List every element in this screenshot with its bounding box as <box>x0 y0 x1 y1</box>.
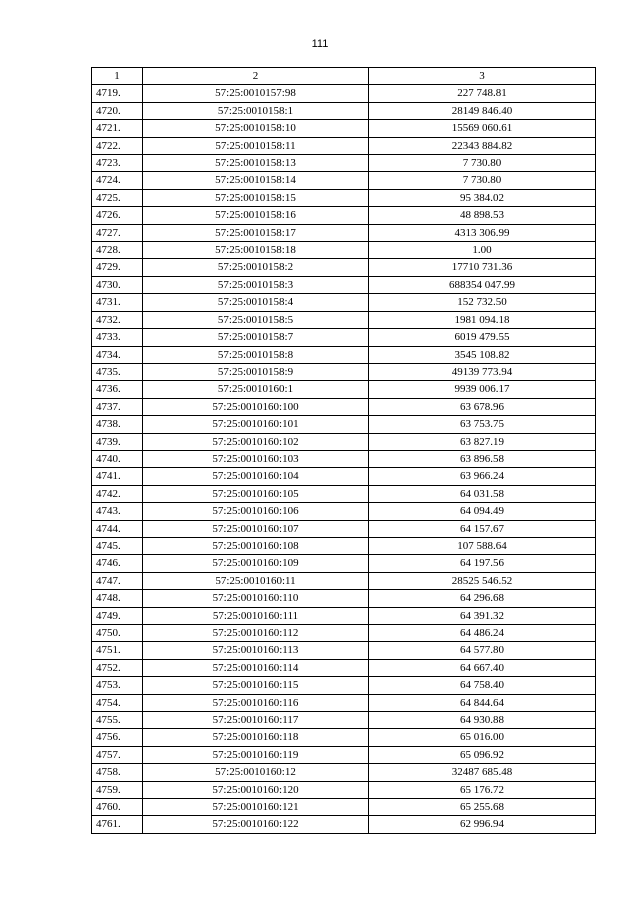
row-number-cell: 4757. <box>92 746 143 763</box>
table-row <box>92 242 596 259</box>
table-row <box>92 137 596 154</box>
value-cell: 65 096.92 <box>369 746 596 763</box>
cadastral-number-cell: 57:25:0010158:4 <box>143 294 369 311</box>
cadastral-number-cell: 57:25:0010160:110 <box>143 590 369 607</box>
table-row <box>92 294 596 311</box>
row-number-cell: 4725. <box>92 189 143 206</box>
value-cell: 62 996.94 <box>369 816 596 833</box>
cadastral-number-cell: 57:25:0010160:117 <box>143 712 369 729</box>
value-cell: 64 094.49 <box>369 503 596 520</box>
table-row <box>92 189 596 206</box>
row-number-cell: 4727. <box>92 224 143 241</box>
cadastral-number-cell: 57:25:0010160:104 <box>143 468 369 485</box>
row-number-cell: 4741. <box>92 468 143 485</box>
value-cell: 64 296.68 <box>369 590 596 607</box>
table-row <box>92 102 596 119</box>
table-header-row <box>92 68 596 85</box>
table-row <box>92 503 596 520</box>
value-cell: 32487 685.48 <box>369 764 596 781</box>
cadastral-number-cell: 57:25:0010160:121 <box>143 799 369 816</box>
cadastral-number-cell: 57:25:0010158:7 <box>143 329 369 346</box>
table-row <box>92 694 596 711</box>
row-number-cell: 4747. <box>92 572 143 589</box>
row-number-cell: 4744. <box>92 520 143 537</box>
row-number-cell: 4756. <box>92 729 143 746</box>
cadastral-number-cell: 57:25:0010158:2 <box>143 259 369 276</box>
value-cell: 227 748.81 <box>369 85 596 102</box>
cadastral-number-cell: 57:25:0010160:101 <box>143 416 369 433</box>
value-cell: 17710 731.36 <box>369 259 596 276</box>
row-number-cell: 4732. <box>92 311 143 328</box>
table-row <box>92 329 596 346</box>
row-number-cell: 4736. <box>92 381 143 398</box>
cadastral-number-cell: 57:25:0010160:109 <box>143 555 369 572</box>
table-row <box>92 207 596 224</box>
row-number-cell: 4749. <box>92 607 143 624</box>
value-cell: 65 176.72 <box>369 781 596 798</box>
value-cell: 64 930.88 <box>369 712 596 729</box>
table-row <box>92 642 596 659</box>
row-number-cell: 4761. <box>92 816 143 833</box>
value-cell: 64 577.80 <box>369 642 596 659</box>
column-header-value: 3 <box>369 68 596 85</box>
row-number-cell: 4745. <box>92 537 143 554</box>
row-number-cell: 4729. <box>92 259 143 276</box>
value-cell: 64 197.56 <box>369 555 596 572</box>
table-row <box>92 590 596 607</box>
value-cell: 152 732.50 <box>369 294 596 311</box>
table-row <box>92 520 596 537</box>
row-number-cell: 4728. <box>92 242 143 259</box>
row-number-cell: 4723. <box>92 155 143 172</box>
value-cell: 64 391.32 <box>369 607 596 624</box>
value-cell: 64 157.67 <box>369 520 596 537</box>
cadastral-number-cell: 57:25:0010158:18 <box>143 242 369 259</box>
table-row <box>92 311 596 328</box>
cadastral-number-cell: 57:25:0010158:3 <box>143 276 369 293</box>
table-row <box>92 607 596 624</box>
value-cell: 15569 060.61 <box>369 120 596 137</box>
value-cell: 95 384.02 <box>369 189 596 206</box>
cadastral-number-cell: 57:25:0010158:1 <box>143 102 369 119</box>
table-body <box>92 85 596 833</box>
table-row <box>92 659 596 676</box>
value-cell: 9939 006.17 <box>369 381 596 398</box>
row-number-cell: 4754. <box>92 694 143 711</box>
cadastral-number-cell: 57:25:0010158:17 <box>143 224 369 241</box>
row-number-cell: 4748. <box>92 590 143 607</box>
cadastral-number-cell: 57:25:0010160:116 <box>143 694 369 711</box>
table-row <box>92 781 596 798</box>
table-row <box>92 625 596 642</box>
row-number-cell: 4752. <box>92 659 143 676</box>
column-header-cadastral-number: 2 <box>143 68 369 85</box>
value-cell: 688354 047.99 <box>369 276 596 293</box>
value-cell: 49139 773.94 <box>369 363 596 380</box>
row-number-cell: 4719. <box>92 85 143 102</box>
row-number-cell: 4730. <box>92 276 143 293</box>
cadastral-number-cell: 57:25:0010158:9 <box>143 363 369 380</box>
cadastral-number-cell: 57:25:0010158:13 <box>143 155 369 172</box>
value-cell: 64 758.40 <box>369 677 596 694</box>
value-cell: 65 255.68 <box>369 799 596 816</box>
row-number-cell: 4720. <box>92 102 143 119</box>
cadastral-number-cell: 57:25:0010160:114 <box>143 659 369 676</box>
cadastral-number-cell: 57:25:0010160:107 <box>143 520 369 537</box>
cadastral-number-cell: 57:25:0010160:11 <box>143 572 369 589</box>
value-cell: 63 896.58 <box>369 450 596 467</box>
table-row <box>92 433 596 450</box>
cadastral-number-cell: 57:25:0010160:102 <box>143 433 369 450</box>
cadastral-number-cell: 57:25:0010160:120 <box>143 781 369 798</box>
table-row <box>92 677 596 694</box>
row-number-cell: 4743. <box>92 503 143 520</box>
row-number-cell: 4737. <box>92 398 143 415</box>
value-cell: 64 667.40 <box>369 659 596 676</box>
table-row <box>92 816 596 833</box>
data-table <box>91 67 596 834</box>
row-number-cell: 4734. <box>92 346 143 363</box>
row-number-cell: 4721. <box>92 120 143 137</box>
table-row <box>92 346 596 363</box>
row-number-cell: 4726. <box>92 207 143 224</box>
row-number-cell: 4739. <box>92 433 143 450</box>
value-cell: 7 730.80 <box>369 172 596 189</box>
cadastral-number-cell: 57:25:0010160:1 <box>143 381 369 398</box>
cadastral-number-cell: 57:25:0010160:122 <box>143 816 369 833</box>
cadastral-number-cell: 57:25:0010158:11 <box>143 137 369 154</box>
cadastral-number-cell: 57:25:0010160:113 <box>143 642 369 659</box>
page-number: 111 <box>311 38 329 50</box>
cadastral-number-cell: 57:25:0010158:15 <box>143 189 369 206</box>
table-row <box>92 416 596 433</box>
row-number-cell: 4751. <box>92 642 143 659</box>
cadastral-number-cell: 57:25:0010160:115 <box>143 677 369 694</box>
column-header-number: 1 <box>92 68 143 85</box>
cadastral-number-cell: 57:25:0010158:5 <box>143 311 369 328</box>
value-cell: 3545 108.82 <box>369 346 596 363</box>
row-number-cell: 4755. <box>92 712 143 729</box>
value-cell: 7 730.80 <box>369 155 596 172</box>
table-row <box>92 224 596 241</box>
table-row <box>92 712 596 729</box>
table-row <box>92 172 596 189</box>
cadastral-number-cell: 57:25:0010160:112 <box>143 625 369 642</box>
row-number-cell: 4733. <box>92 329 143 346</box>
cadastral-number-cell: 57:25:0010160:106 <box>143 503 369 520</box>
cadastral-number-cell: 57:25:0010158:16 <box>143 207 369 224</box>
cadastral-number-cell: 57:25:0010158:10 <box>143 120 369 137</box>
value-cell: 1.00 <box>369 242 596 259</box>
table-row <box>92 537 596 554</box>
value-cell: 63 827.19 <box>369 433 596 450</box>
value-cell: 63 966.24 <box>369 468 596 485</box>
table-row <box>92 729 596 746</box>
value-cell: 63 753.75 <box>369 416 596 433</box>
row-number-cell: 4746. <box>92 555 143 572</box>
value-cell: 65 016.00 <box>369 729 596 746</box>
value-cell: 48 898.53 <box>369 207 596 224</box>
cadastral-number-cell: 57:25:0010157:98 <box>143 85 369 102</box>
row-number-cell: 4735. <box>92 363 143 380</box>
value-cell: 28149 846.40 <box>369 102 596 119</box>
cadastral-number-cell: 57:25:0010160:103 <box>143 450 369 467</box>
value-cell: 64 844.64 <box>369 694 596 711</box>
row-number-cell: 4738. <box>92 416 143 433</box>
row-number-cell: 4750. <box>92 625 143 642</box>
table-row <box>92 468 596 485</box>
row-number-cell: 4760. <box>92 799 143 816</box>
cadastral-number-cell: 57:25:0010160:118 <box>143 729 369 746</box>
row-number-cell: 4731. <box>92 294 143 311</box>
table-row <box>92 485 596 502</box>
row-number-cell: 4722. <box>92 137 143 154</box>
table-row <box>92 155 596 172</box>
row-number-cell: 4742. <box>92 485 143 502</box>
cadastral-number-cell: 57:25:0010160:108 <box>143 537 369 554</box>
cadastral-number-cell: 57:25:0010160:119 <box>143 746 369 763</box>
row-number-cell: 4753. <box>92 677 143 694</box>
value-cell: 64 031.58 <box>369 485 596 502</box>
table-row <box>92 764 596 781</box>
table-row <box>92 85 596 102</box>
table-row <box>92 450 596 467</box>
row-number-cell: 4724. <box>92 172 143 189</box>
value-cell: 6019 479.55 <box>369 329 596 346</box>
cadastral-number-cell: 57:25:0010160:105 <box>143 485 369 502</box>
value-cell: 28525 546.52 <box>369 572 596 589</box>
table-row <box>92 363 596 380</box>
row-number-cell: 4740. <box>92 450 143 467</box>
table-row <box>92 259 596 276</box>
value-cell: 1981 094.18 <box>369 311 596 328</box>
table-row <box>92 398 596 415</box>
table-row <box>92 799 596 816</box>
value-cell: 22343 884.82 <box>369 137 596 154</box>
cadastral-number-cell: 57:25:0010158:8 <box>143 346 369 363</box>
row-number-cell: 4759. <box>92 781 143 798</box>
cadastral-number-cell: 57:25:0010160:111 <box>143 607 369 624</box>
value-cell: 64 486.24 <box>369 625 596 642</box>
table-row <box>92 746 596 763</box>
value-cell: 63 678.96 <box>369 398 596 415</box>
cadastral-number-cell: 57:25:0010158:14 <box>143 172 369 189</box>
row-number-cell: 4758. <box>92 764 143 781</box>
table-row <box>92 120 596 137</box>
table-row <box>92 555 596 572</box>
value-cell: 107 588.64 <box>369 537 596 554</box>
table-row <box>92 381 596 398</box>
cadastral-number-cell: 57:25:0010160:100 <box>143 398 369 415</box>
table-row <box>92 572 596 589</box>
cadastral-number-cell: 57:25:0010160:12 <box>143 764 369 781</box>
value-cell: 4313 306.99 <box>369 224 596 241</box>
table-row <box>92 276 596 293</box>
